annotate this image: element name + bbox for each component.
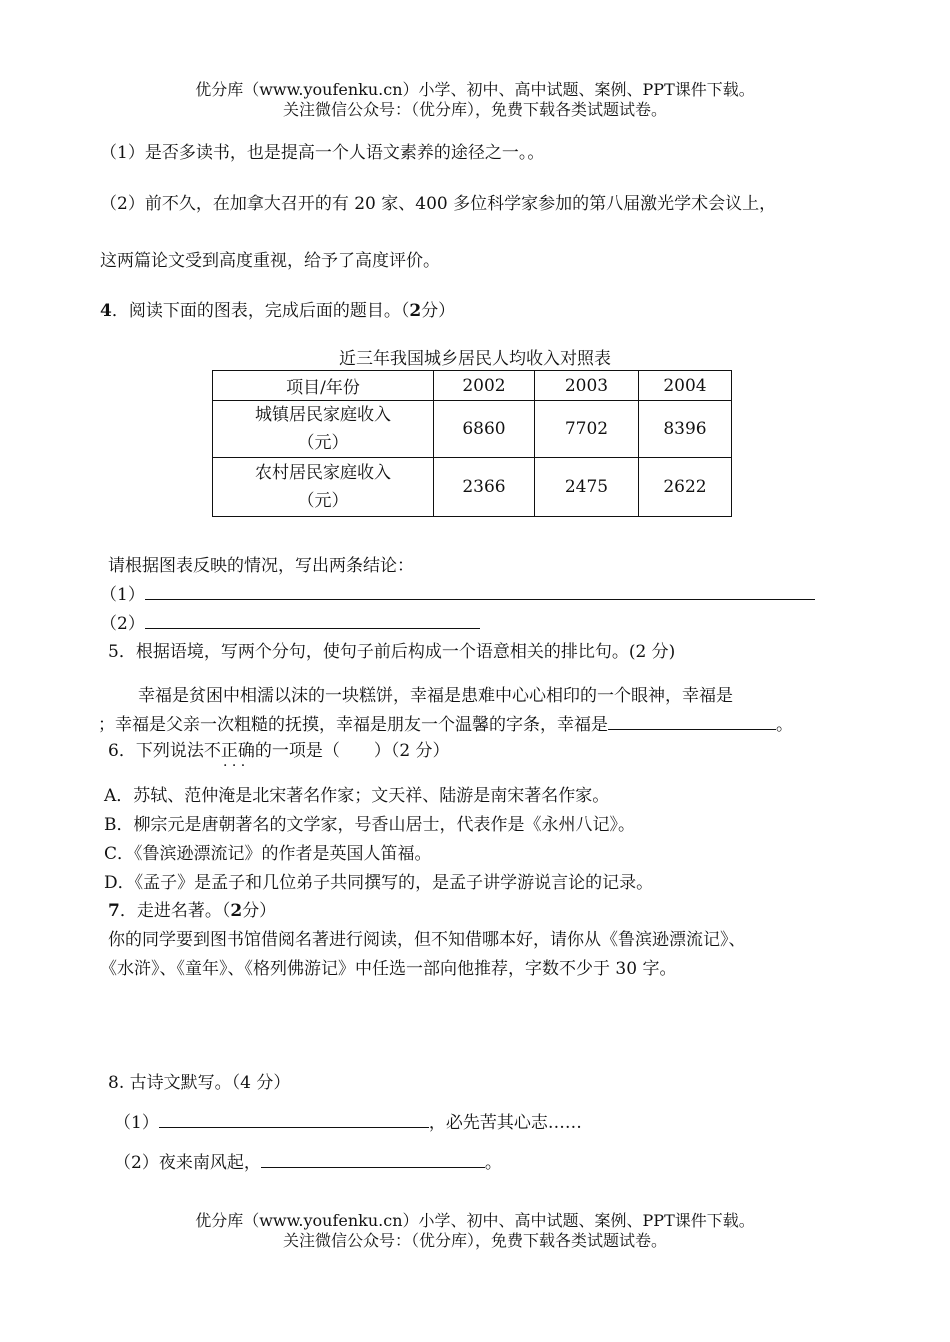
q4-number: 4	[100, 301, 112, 321]
q6-option-b: B．柳宗元是唐朝著名的文学家，号香山居士，代表作是《永州八记》。	[104, 815, 635, 835]
q8-line-1	[114, 1108, 582, 1133]
table-header-cell: 2003	[535, 371, 639, 401]
q3-sentence-1: （1）是否多读书，也是提高一个人语文素养的途径之一。。	[100, 143, 545, 163]
q5-line-1: 幸福是贫困中相濡以沫的一块糕饼，幸福是患难中心心相印的一个眼神，幸福是	[138, 686, 733, 706]
q5-answer-blank[interactable]	[608, 712, 776, 730]
q7-heading	[108, 896, 276, 921]
q7-text: ．走进名著。（	[119, 901, 231, 921]
q3-sentence-2: （2）前不久，在加拿大召开的有 20 家、400 多位科学家参加的第八届激光学术会议上，	[100, 194, 777, 214]
row-label-unit: （元）	[297, 433, 349, 453]
header-line-1: 优分库（www.youfenku.cn）小学、初中、高中试题、案例、PPT课件下载。	[195, 80, 755, 99]
header-line-2: 关注微信公众号：（优分库），免费下载各类试题试卷。	[282, 100, 667, 119]
q4-answer-1-blank[interactable]	[145, 582, 815, 600]
q6-option-c: C．《鲁滨逊漂流记》的作者是英国人笛福。	[104, 844, 432, 864]
q4-answer-2-row	[100, 609, 480, 634]
footer-line-2: 关注微信公众号：（优分库），免费下载各类试题试卷。	[282, 1231, 667, 1250]
q4-answer-1-label: （1）	[100, 585, 145, 605]
q4-answer-2-label: （2）	[100, 614, 145, 634]
q5-heading: 5．根据语境，写两个分句，使句子前后构成一个语意相关的排比句。(2 分)	[108, 642, 676, 662]
q4-answer-1-row	[100, 580, 815, 605]
table-header-row	[213, 371, 732, 401]
q7-tail: 分）	[242, 901, 277, 921]
table-cell: 2366	[434, 458, 535, 517]
footer-line-1: 优分库（www.youfenku.cn）小学、初中、高中试题、案例、PPT课件下载。	[195, 1211, 755, 1230]
table-title: 近三年我国城乡居民人均收入对照表	[339, 349, 611, 369]
q8-line-2-end: 。	[484, 1153, 502, 1173]
q8-answer-2-blank[interactable]	[261, 1150, 485, 1168]
emphasis-dots: · · ·	[223, 758, 246, 774]
table-header-cell: 2004	[639, 371, 732, 401]
q7-score: 2	[230, 901, 243, 921]
table-row	[213, 458, 732, 517]
q8-line-1-label: （1）	[114, 1113, 159, 1133]
table-cell: 2622	[639, 458, 732, 517]
q4-answer-2-blank[interactable]	[145, 611, 480, 629]
table-header-cell: 2002	[434, 371, 535, 401]
q8-answer-1-blank[interactable]	[159, 1110, 429, 1128]
q7-line-1: 你的同学要到图书馆借阅名著进行阅读，但不知借哪本好，请你从《鲁滨逊漂流记》、	[108, 930, 746, 950]
q8-line-2-text: （2）夜来南风起，	[114, 1153, 261, 1173]
q6-option-d: D．《孟子》是孟子和几位弟子共同撰写的，是孟子讲学游说言论的记录。	[104, 873, 654, 893]
table-row-label	[213, 401, 434, 458]
table-cell: 8396	[639, 401, 732, 458]
q8-heading: 8. 古诗文默写。（4 分）	[108, 1073, 291, 1093]
q5-line-2-text: ；幸福是父亲一次粗糙的抚摸，幸福是朋友一个温馨的字条，幸福是	[98, 715, 608, 735]
table-cell: 7702	[535, 401, 639, 458]
row-label-unit: （元）	[297, 491, 349, 511]
q4-heading	[100, 296, 455, 321]
table-row	[213, 401, 732, 458]
income-table	[212, 370, 732, 517]
q3-sentence-2-cont: 这两篇论文受到高度重视，给予了高度评价。	[100, 251, 440, 271]
table-cell: 2475	[535, 458, 639, 517]
row-label-line: 城镇居民家庭收入	[255, 405, 391, 425]
q7-line-2: 《水浒》、《童年》、《格列佛游记》中任选一部向他推荐，字数不少于 30 字。	[100, 959, 677, 979]
table-row-label	[213, 458, 434, 517]
q4-prompt: 请根据图表反映的情况，写出两条结论：	[108, 556, 414, 576]
q8-line-2	[114, 1148, 502, 1173]
q8-line-1-end: ，必先苦其心志……	[428, 1113, 582, 1133]
q5-line-2	[98, 710, 793, 735]
q5-line-2-end: 。	[776, 715, 793, 735]
q4-tail: 分）	[421, 301, 456, 321]
q4-score: 2	[409, 301, 422, 321]
table-cell: 6860	[434, 401, 535, 458]
q6-heading: 6．下列说法不正确的一项是（ ）（2 分）	[108, 741, 450, 761]
table-header-cell: 项目/年份	[213, 371, 434, 401]
q4-text: ．阅读下面的图表，完成后面的题目。（	[111, 301, 410, 321]
q7-number: 7	[108, 901, 120, 921]
row-label-line: 农村居民家庭收入	[255, 463, 391, 483]
q6-option-a: A．苏轼、范仲淹是北宋著名作家；文天祥、陆游是南宋著名作家。	[104, 786, 610, 806]
